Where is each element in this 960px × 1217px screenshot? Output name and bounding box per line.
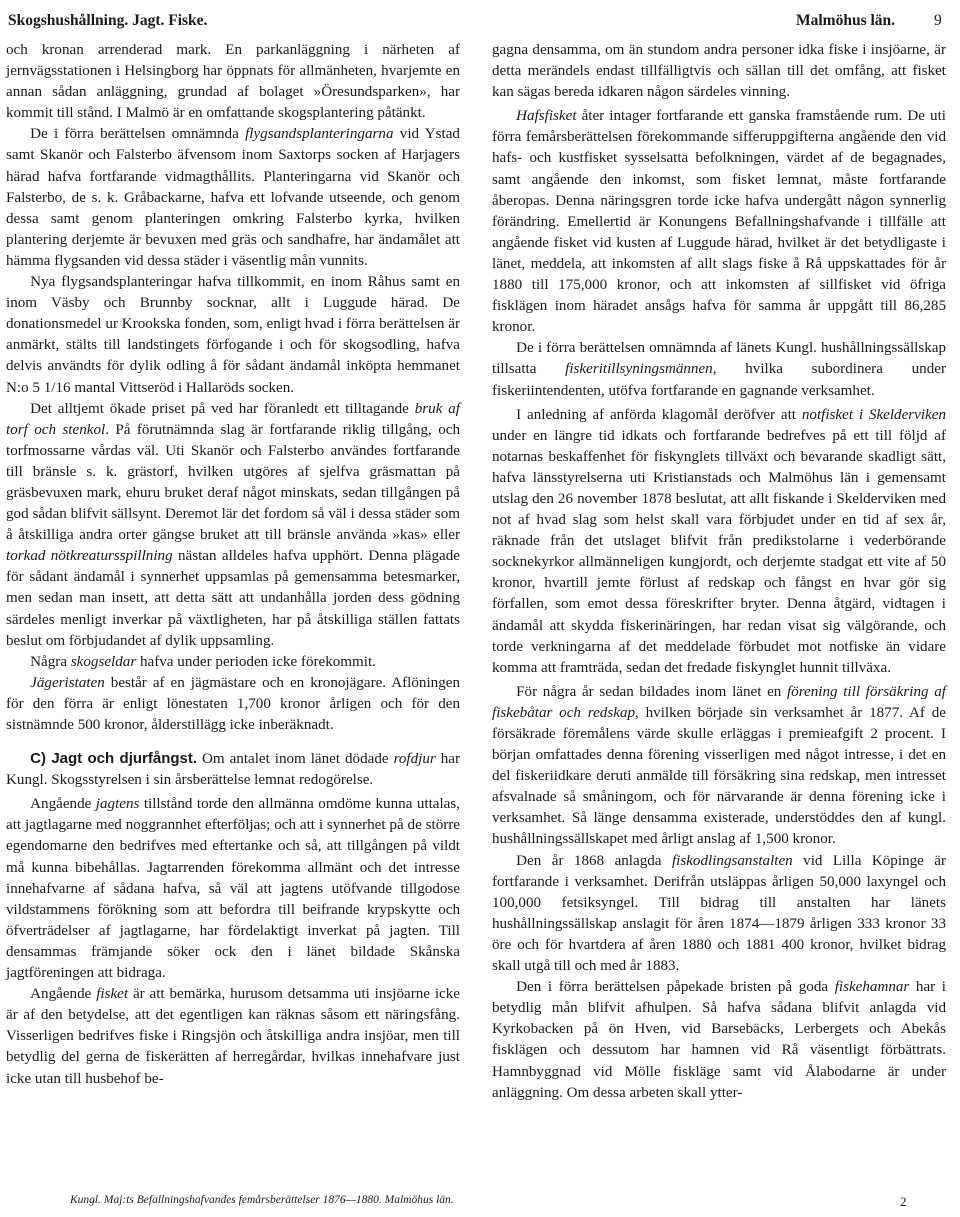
left-column [6,40,460,1104]
footer-citation: Kungl. Maj:ts Befallningshafvandes femårsberättelser 1876—1880. Malmöhus län. [70,1194,454,1206]
header-section-title: Skogshushållning. Jagt. Fiske. [8,12,208,29]
paragraph: Jägeristaten består af en jägmästare och en kronojägare. Aflöningen för den förra är enligt lönestaten 1,700 kronor årligen och för den sistnämnde 500 kronor, ålderstillägg icke inberäknadt. [6,674,460,733]
paragraph: och kronan arrenderad mark. En parkanläggning i närheten af jernvägsstationen i Helsingborg har öppnats för allmänheten, hvarjemte en annan sådan anläggning, grundad af bolaget »Öresundsparken», har kommit till stånd. I Malmö är en omfattande skogsplantering påtänkt. [6,42,460,122]
paragraph: Nya flygsandsplanteringar hafva tillkommit, en inom Råhus samt en inom Väsby och Brunnby socknar, allt i Luggude härad. De donationsmedel ur Krookska fonden, som, enligt hvad i förra berättelsen är anmärkt, stälts till landstingets förfogande i och för skogsodling, hafva delvis användts för dylik odling å för sådant ändamål inköpta hemmanet N:o 5 1/16 mantal Vittseröd i Hallaröds socken. [6,274,460,396]
paragraph: De i förra berättelsen omnämnda af länets Kungl. hushållningssällskap tillsatta fiskeritillsyningsmännen, hvilka subordinera under fiskeriintendenten, utöfva fortfarande en gagnande verksamhet. [492,340,946,399]
page-number: 9 [934,12,942,29]
paragraph: De i förra berättelsen omnämnda flygsandsplanteringarna vid Ystad samt Skanör och Falsterbo äfvensom inom Saxtorps socken af Harjagers härad hafva fortfarande vidmagthållits. Planteringarna vid Skanör och Falsterbo, de s. k. Gråbackarne, hafva ett lofvande utseende, och genom dessa samt genom planteringen omkring Falsterbo kyrka, hvilken plantering derjemte är bevuxen med gräs och sandhafre, har ändamålet att hämma flygsanden vid dessa städer i väsentlig mån vunnits. [6,126,460,269]
paragraph: För några år sedan bildades inom länet en förening till försäkring af fiskebåtar och redskap, hvilken började sin verksamhet år 1877. Af de försäkrade föremålens värde skulle erläggas i premieafgift 2 procent. I början omfattades denna förening visserligen med något intresse, i det en del fiskeriidkare deruti anmälde till försäkring sina redskap, men intresset afsvalnade så småningom, och för närvarande är denna förening icke i verksamhet. Så länge densamma existerade, understöddes den af kungl. hushållningssällskapet med årligt anslag af 1,500 kronor. [492,683,946,848]
paragraph: Några skogseldar hafva under perioden icke förekommit. [30,653,376,670]
right-column [492,40,946,1104]
paragraph: Den i förra berättelsen påpekade bristen på goda fiskehamnar har i betydlig mån blifvit afhulpen. Så hafva sådana blifvit anlagda vid Kyrkobacken på ön Hven, vid Barsebäcks, Lerbergets och Abekås fisklägen och dessutom har hamnen vid Rå väsentligt förbättrats. Hamnbyggnad vid Mölle fiskläge samt vid Ålabodarne är under anläggning. Om dessa arbeten skall ytter- [492,979,946,1101]
paragraph: Det alltjemt ökade priset på ved har föranledt ett tilltagande bruk af torf och stenkol. På förutnämnda slag är fortfarande riklig tillgång, och torfmossarne vårdas väl. Uti Skanör och Falsterbo användes fortfarande till bränsle s. k. grästorf, hvilken utgöres af sjelfva gräsmattan på gräsbevuxen mark, ehuru bruket deraf något minskats, sedan tillgången på god sådan blifvit sällsynt. Deremot lär det fordom så väl i dessa städer som å åtskilliga andra orter gängse bruket att till bränsle använda »kas» eller torkad nötkreatursspillning nästan alldeles hafva upphört. Denna plägade för sådant ändamål i synnerhet uppsamlas på gemensamma betesmarker, men sedan man insett, att detta sätt att undanhålla jorden dess gödning särdeles menligt inverkar på växtligheten, har på åtskilliga ställen fattats beslut om förbjudandet af dylik uppsamling. [6,400,460,649]
paragraph: Angående jagtens tillstånd torde den allmänna omdöme kunna uttalas, att jagtlagarne med noggrannhet efterföljas; och att i synnerhet på de större egendomarne den bedrifves med eftertanke och så, att tillgången på vildt må kunna bibehållas. Jagtarrenden förekomma allmänt och det intresse innehafvarne af sådana hafva, så väl att jagtens utöfvande tillgodose vildstammens förökning som att befordra till beifrande krypskytte och öfverträdelser af jagtlagarne, har fördelaktigt inverkat på jagten. Till densammas främjande söker ock den i länet bildade Skånska jagtföreningen att bidraga. [6,796,460,982]
section-label: C) Jagt och djurfångst. [30,750,198,768]
paragraph: gagna densamma, om än stundom andra personer idka fiske i insjöarne, är detta merändels endast tillfälligtvis och sällan till det omfång, att fisket kan sägas bereda idkaren någon särdeles vinning. [492,42,946,101]
section-heading-paragraph: C) Jagt och djurfångst. Om antalet inom länet dödade rofdjur har Kungl. Skogsstyrelsen i sin årsberättelse lemnat redogörelse. [6,750,461,789]
paragraph: Hafsfisket åter intager fortfarande ett ganska framstående rum. De uti förra femårsberättelsen förekommande sifferuppgifterna angående den vid hafs- och kustfisket sysselsatta befolkningen, värdet af de begagnades, samt angående den inkomst, som fisket lemnat, måste fortfarande åberopas. Denna näringsgren torde icke hafva undergått någon synnerlig förändring. Emellertid är Konungens Befallningshafvande i tillfälle att angående fisket vid kusten af Luggude härad, hvilket är det betydligaste i länet, meddela, att inkomsten af allt slags fiske å Rå uppskattades för år 1880 till 175,000 kronor, och att inkomsten af sillfisket vid öfriga fisklägen inom häradet ansågs hafva för samma år uppgått till 86,285 kronor. [492,108,946,336]
paragraph: Den år 1868 anlagda fiskodlingsanstalten vid Lilla Köpinge är fortfarande i verksamhet. Derifrån utsläppas årligen 50,000 laxyngel och 100,000 fetsiksyngel. Till bidrag till anstalten har länets hushållningssällskap anslagit för åren 1874—1879 årligen 333 kronor 33 öre och för hvartdera af åren 1880 och 1881 400 kronor, hvilket bidrag skall utgå till och med år 1883. [492,852,946,975]
signature-mark: 2 [900,1194,907,1209]
running-header [6,6,946,34]
header-county: Malmöhus län. [796,12,896,29]
paragraph: Angående fisket är att bemärka, hurusom detsamma uti insjöarne icke är af den betydelse, att det egentligen kan räknas såsom ett näringsfång. Visserligen bedrifves fiske i Ringsjön och åtskilliga andra insjöar, men till betydlig del gerna de fiskerätten af herregårdar, hvilkas innehafvare just icke utan till husbehof be- [6,986,460,1087]
paragraph: I anledning af anförda klagomål deröfver att notfisket i Skelderviken under en längre tid idkats och fortfarande bedrefves på ett till följd af notarnas beskaffenhet för fiskynglets tillväxt och bevarande skadligt sätt, hafva länsstyrelserna uti Kristianstads och Malmöhus län i gemensamt utslag den 26 november 1878 beslutat, att allt fiskande i Skelderviken med not af hvad slag som helst skall vara förbjudet under en tid af sex år, räknade från det utslaget blifvit från predikstolarne i vederbörande socknekyrkor allmänneligen kungjordt, och derjemte stadgat ett vite af 50 kronor, hvartill jemte förlust af redskap och fångst en hvar gör sig förfallen, som emot dessa föreskrifter bryter. Denna åtgärd, vidtagen i ändamål att skydda fiskerinäringen, har redan visat sig välgörande, och torde verkningarna af det meddelade förbudet mot notfiske än vidare komma att framträda, sedan det fredade fiskynglet hunnit tillväxa. [492,406,946,676]
